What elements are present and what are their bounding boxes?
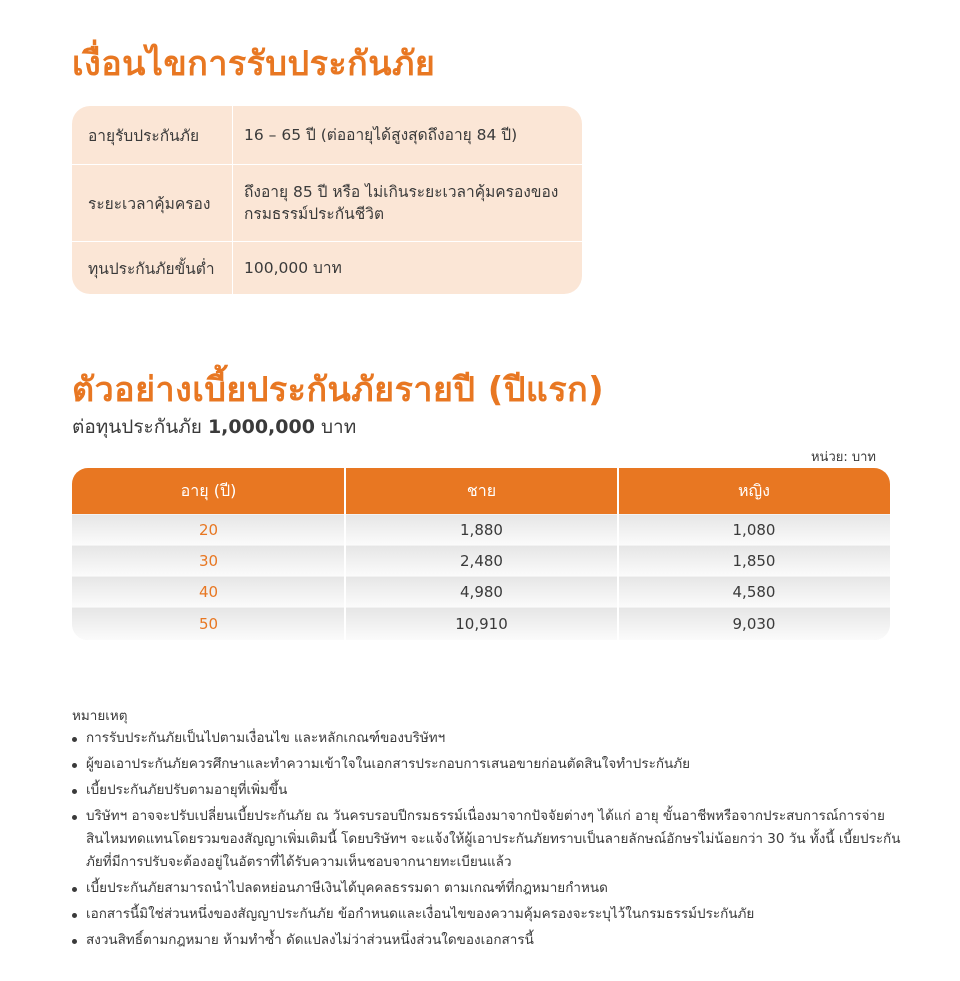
note-item: เอกสารนี้มิใช่ส่วนหนึ่งของสัญญาประกันภัย ข้อกำหนดและเงื่อนไขของความคุ้มครองจะระบุไว้ในกรมธรรม์ประกันภัย	[72, 903, 912, 926]
female-cell: 1,850	[732, 552, 776, 570]
subtitle-prefix: ต่อทุนประกันภัย	[72, 416, 202, 438]
note-item: เบี้ยประกันภัยสามารถนำไปลดหย่อนภาษีเงินได้บุคคลธรรมดา ตามเกณฑ์ที่กฎหมายกำหนด	[72, 877, 912, 900]
age-cell: 50	[198, 615, 219, 633]
table-row	[72, 515, 890, 545]
note-item: บริษัทฯ อาจจะปรับเปลี่ยนเบี้ยประกันภัย ณ วันครบรอบปีกรมธรรม์เนื่องมาจากปัจจัยต่างๆ ได้แก่ อายุ ขั้นอาชีพหรือจากประสบการณ์การจ่ายสินไหมทดแทนโดยรวมของสัญญาเพิ่มเติมนี้ โดยบริษัทฯ จะแจ้งให้ผู้เอาประกันภัยทราบเป็นลายลักษณ์อักษรไม่น้อยกว่า 30 วัน ทั้งนี้ เบี้ยประกันภัยที่มีการปรับจะต้องอยู่ในอัตราที่ได้รับความเห็นชอบจากนายทะเบียนแล้ว	[72, 805, 912, 874]
premium-table	[72, 468, 890, 640]
subtitle-amount: 1,000,000	[207, 416, 315, 438]
column-divider	[344, 468, 346, 640]
age-cell: 30	[198, 552, 219, 570]
column-divider	[617, 468, 619, 640]
condition-row	[72, 165, 582, 241]
female-cell: 1,080	[732, 521, 776, 539]
age-cell: 40	[198, 583, 219, 601]
condition-value: ถึงอายุ 85 ปี หรือ ไม่เกินระยะเวลาคุ้มครองของกรมธรรม์ประกันชีวิต	[244, 183, 559, 223]
male-cell: 4,980	[460, 583, 503, 601]
female-cell: 4,580	[732, 583, 776, 601]
condition-value: 100,000 บาท	[244, 259, 342, 277]
unit-label: หน่วย: บาท	[810, 450, 876, 465]
note-item: เบี้ยประกันภัยปรับตามอายุที่เพิ่มขึ้น	[72, 779, 912, 802]
note-item: ผู้ขอเอาประกันภัยควรศึกษาและทำความเข้าใจในเอกสารประกอบการเสนอขายก่อนตัดสินใจทำประกันภัย	[72, 753, 912, 776]
table-row	[72, 546, 890, 576]
condition-label: ทุนประกันภัยขั้นต่ำ	[88, 259, 215, 278]
note-item: การรับประกันภัยเป็นไปตามเงื่อนไข และหลักเกณฑ์ของบริษัทฯ	[72, 727, 912, 750]
notes-title: หมายเหตุ	[72, 708, 128, 724]
table-row	[72, 577, 890, 607]
age-cell: 20	[198, 521, 219, 539]
header-male: ชาย	[466, 480, 497, 500]
condition-label: ระยะเวลาคุ้มครอง	[88, 194, 211, 213]
conditions-box	[72, 106, 582, 294]
condition-value: 16 – 65 ปี (ต่ออายุได้สูงสุดถึงอายุ 84 ปี)	[244, 126, 518, 144]
condition-row	[72, 106, 582, 164]
header-age: อายุ (ปี)	[180, 480, 237, 500]
condition-label: อายุรับประกันภัย	[88, 126, 200, 145]
subtitle-suffix: บาท	[320, 416, 357, 438]
premium-title: ตัวอย่างเบี้ยประกันภัยรายปี (ปีแรก)	[72, 370, 605, 410]
note-item: สงวนสิทธิ์ตามกฎหมาย ห้ามทำซ้ำ ดัดแปลงไม่ว่าส่วนหนึ่งส่วนใดของเอกสารนี้	[72, 929, 912, 952]
male-cell: 1,880	[460, 521, 503, 539]
header-female: หญิง	[738, 480, 770, 500]
table-row	[72, 608, 890, 640]
premium-subtitle	[72, 412, 356, 442]
condition-row	[72, 242, 582, 294]
male-cell: 2,480	[460, 552, 503, 570]
male-cell: 10,910	[455, 615, 508, 633]
conditions-title: เงื่อนไขการรับประกันภัย	[72, 44, 436, 84]
female-cell: 9,030	[732, 615, 776, 633]
table-header	[72, 468, 890, 514]
notes-list	[72, 727, 912, 955]
